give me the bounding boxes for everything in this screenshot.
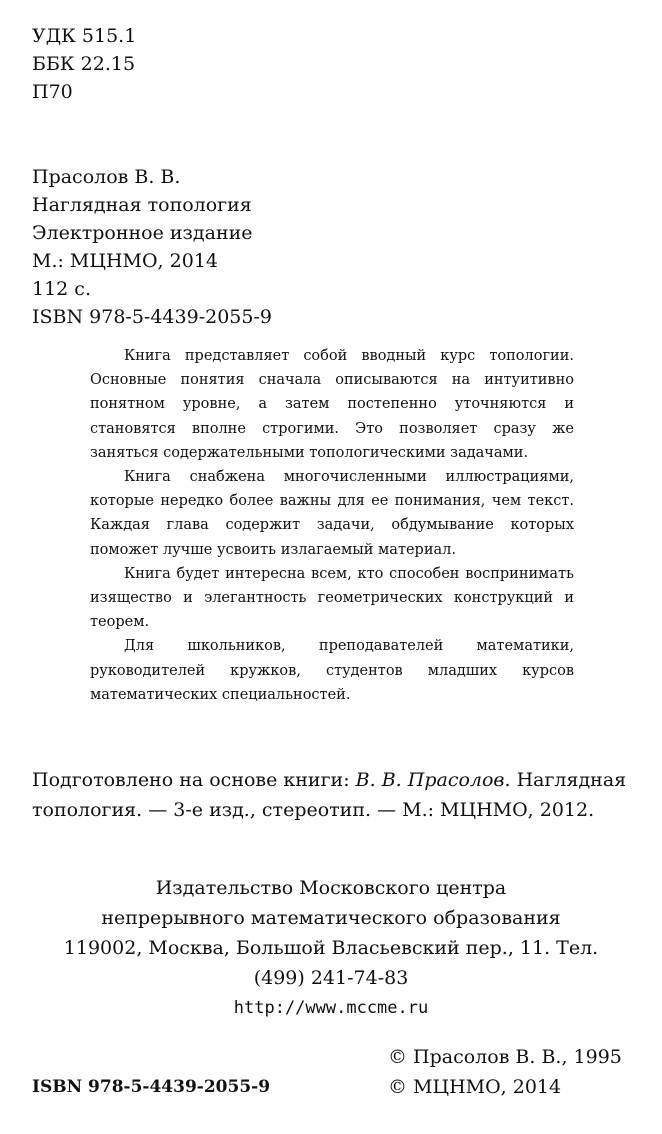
abstract-paragraph: Книга снабжена многочисленными иллюстрациями, которые нередко более важны для ее понимания, чем текст. Каждая глава содержит задачи, обдумывание которых поможет лучше усвоить излагаемый материал.	[90, 469, 574, 558]
classification-codes	[32, 22, 136, 106]
copyright-publisher: © МЦНМО, 2014	[388, 1076, 562, 1098]
bbk-code: ББК 22.15	[32, 53, 136, 75]
publisher-name-line2: непрерывного математического образования	[101, 907, 561, 929]
bibliographic-record	[32, 163, 272, 331]
abstract-paragraph: Книга будет интересна всем, кто способен воспринимать изящество и элегантность геометрических конструкций и теорем.	[90, 565, 574, 631]
book-author: Прасолов В. В.	[32, 166, 181, 188]
abstract-paragraph: Книга представляет собой вводный курс топологии. Основные понятия сначала описываются на интуитивно понятном уровне, а затем постепенно уточняются и становятся вполне строгими. Это позволяет сразу же заняться содержательными топологическими задачами.	[90, 348, 574, 461]
book-abstract	[90, 344, 574, 707]
cutter-code: П70	[32, 81, 73, 103]
book-isbn: ISBN 978-5-4439-2055-9	[32, 306, 272, 328]
publisher-block	[0, 873, 662, 1023]
publisher-phone: (499) 241-74-83	[253, 967, 409, 989]
publisher-address: 119002, Москва, Большой Власьевский пер., 11. Тел.	[63, 937, 599, 959]
copyright-notices	[388, 1042, 622, 1102]
book-title: Наглядная топология	[32, 194, 252, 216]
abstract-paragraph: Для школьников, преподавателей математики, руководителей кружков, студентов младших курсов математических специальностей.	[90, 638, 574, 703]
book-edition: Электронное издание	[32, 222, 253, 244]
source-note-author: В. В. Прасолов	[355, 769, 505, 791]
book-pages: 112 с.	[32, 278, 91, 300]
source-note-lead: Подготовлено на основе книги:	[32, 769, 356, 791]
udk-code: УДК 515.1	[32, 25, 137, 47]
source-note-rest: . Наглядная топология. — 3-е изд., стереотип. — М.: МЦНМО, 2012.	[32, 769, 627, 821]
publisher-url: http://www.mccme.ru	[233, 998, 429, 1018]
publisher-name-line1: Издательство Московского центра	[155, 877, 507, 899]
copyright-author: © Прасолов В. В., 1995	[388, 1046, 622, 1068]
footer-isbn: ISBN 978-5-4439-2055-9	[32, 1077, 271, 1097]
source-note	[32, 765, 632, 825]
book-imprint: М.: МЦНМО, 2014	[32, 250, 218, 272]
